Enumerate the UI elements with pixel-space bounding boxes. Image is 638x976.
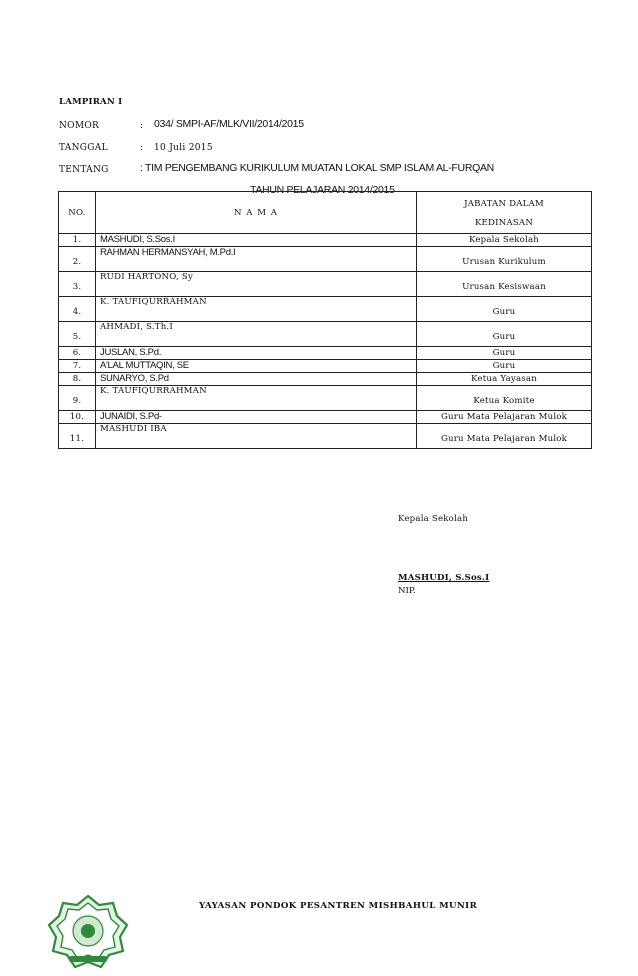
- table-row: [59, 234, 592, 247]
- row-no-text: 9.: [72, 396, 82, 406]
- row-nama: [96, 373, 417, 386]
- row-nama-text: MASHUDI, S.Sos.I: [100, 234, 175, 245]
- table-row: [59, 386, 592, 411]
- row-no: [59, 234, 96, 247]
- header-jabatan-line2: KEDINASAN: [474, 218, 534, 228]
- tentang-value: : TIM PENGEMBANG KURIKULUM MUATAN LOKAL SMP ISLAM AL-FURQAN: [140, 162, 494, 174]
- table-row: [59, 347, 592, 360]
- row-nama: [96, 234, 417, 247]
- row-nama: [96, 247, 417, 272]
- row-no-text: 6.: [72, 348, 82, 358]
- row-jabatan: [417, 234, 592, 247]
- footer-yayasan-name: YAYASAN PONDOK PESANTREN MISHBAHUL MUNIR: [199, 901, 478, 911]
- row-nama-text: JUNAIDI, S.Pd-: [100, 411, 162, 422]
- row-nama-text: K. TAUFIQURRAHMAN: [100, 386, 207, 396]
- row-nama-text: JUSLAN, S.Pd.: [100, 347, 162, 358]
- row-no: [59, 272, 96, 297]
- row-jabatan-text: Guru: [492, 348, 516, 358]
- row-jabatan: [417, 411, 592, 424]
- row-jabatan: [417, 247, 592, 272]
- yayasan-logo-icon: [47, 893, 129, 973]
- tanggal-label: TANGGAL: [59, 143, 108, 153]
- table-row: [59, 360, 592, 373]
- table-row: [59, 411, 592, 424]
- row-nama: [96, 347, 417, 360]
- header-jabatan: [417, 192, 592, 234]
- tentang-label: TENTANG: [59, 165, 109, 175]
- row-no-text: 5.: [72, 332, 82, 342]
- table-row: [59, 322, 592, 347]
- signature-nip: NIP.: [398, 586, 416, 596]
- row-nama: [96, 272, 417, 297]
- tanggal-value: 10 Juli 2015: [154, 143, 213, 153]
- header-no: [59, 192, 96, 234]
- header-jabatan-line1: JABATAN DALAM: [464, 199, 544, 209]
- row-nama: [96, 411, 417, 424]
- row-no-text: 2.: [72, 257, 82, 267]
- table-row: [59, 373, 592, 386]
- row-jabatan: [417, 272, 592, 297]
- row-nama: [96, 386, 417, 411]
- nomor-colon: :: [140, 121, 144, 131]
- row-jabatan-text: Guru Mata Pelajaran Mulok: [440, 434, 568, 444]
- row-no-text: 11.: [69, 434, 85, 444]
- row-no: [59, 322, 96, 347]
- row-no: [59, 247, 96, 272]
- row-nama-text: AHMADI, S.Th.I: [100, 322, 173, 332]
- row-jabatan: [417, 360, 592, 373]
- row-nama-text: RAHMAN HERMANSYAH, M.Pd.I: [100, 247, 236, 258]
- row-no-text: 10.: [69, 412, 85, 422]
- row-jabatan: [417, 373, 592, 386]
- table-row: [59, 297, 592, 322]
- row-no: [59, 297, 96, 322]
- row-jabatan: [417, 322, 592, 347]
- nomor-label: NOMOR: [59, 121, 100, 131]
- row-nama-text: RUDI HARTONO, Sy: [100, 272, 193, 282]
- personnel-table: [58, 191, 592, 449]
- row-no: [59, 386, 96, 411]
- tentang-value-line2: TAHUN PELAJARAN 2014/2015: [250, 184, 395, 196]
- row-jabatan-text: Kepala Sekolah: [468, 235, 540, 245]
- row-no: [59, 360, 96, 373]
- row-jabatan-text: Guru: [492, 332, 516, 342]
- row-jabatan-text: Guru: [492, 307, 516, 317]
- nomor-value: 034/ SMPI-AF/MLK/VII/2014/2015: [154, 118, 304, 130]
- row-nama-text: K. TAUFIQURRAHMAN: [100, 297, 207, 307]
- signature-name: MASHUDI, S.Sos.I: [398, 573, 490, 583]
- header-no-text: NO.: [68, 207, 86, 218]
- table-header-row: [59, 192, 592, 234]
- row-nama-text: MASHUDI IBA: [100, 424, 167, 434]
- row-nama: [96, 424, 417, 449]
- row-jabatan-text: Guru Mata Pelajaran Mulok: [440, 412, 568, 422]
- row-no: [59, 347, 96, 360]
- row-no: [59, 373, 96, 386]
- signature-title: Kepala Sekolah: [398, 514, 469, 524]
- table-row: [59, 272, 592, 297]
- row-no: [59, 411, 96, 424]
- row-jabatan-text: Guru: [492, 361, 516, 371]
- row-nama-text: A'LAL MUTTAQIN, SE: [100, 360, 189, 371]
- lampiran-label: LAMPIRAN I: [59, 97, 123, 107]
- row-no: [59, 424, 96, 449]
- row-nama: [96, 322, 417, 347]
- row-no-text: 7.: [72, 361, 82, 371]
- row-no-text: 4.: [72, 307, 82, 317]
- row-nama: [96, 360, 417, 373]
- row-jabatan: [417, 424, 592, 449]
- row-jabatan-text: Ketua Yayasan: [471, 374, 537, 384]
- row-no-text: 3.: [72, 282, 82, 292]
- table-row: [59, 247, 592, 272]
- row-jabatan: [417, 347, 592, 360]
- row-jabatan-text: Urusan Kesiswaan: [462, 282, 546, 292]
- header-nama-text: N A M A: [234, 207, 278, 218]
- row-no-text: 8.: [72, 374, 82, 384]
- row-nama: [96, 297, 417, 322]
- row-nama-text: SUNARYO, S.Pd: [100, 373, 169, 384]
- header-nama: [96, 192, 417, 234]
- row-jabatan: [417, 386, 592, 411]
- row-jabatan-text: Urusan Kurikulum: [462, 257, 546, 267]
- table-row: [59, 424, 592, 449]
- tanggal-colon: :: [140, 143, 144, 153]
- row-jabatan: [417, 297, 592, 322]
- row-jabatan-text: Ketua Komite: [473, 396, 535, 406]
- row-no-text: 1.: [72, 235, 82, 245]
